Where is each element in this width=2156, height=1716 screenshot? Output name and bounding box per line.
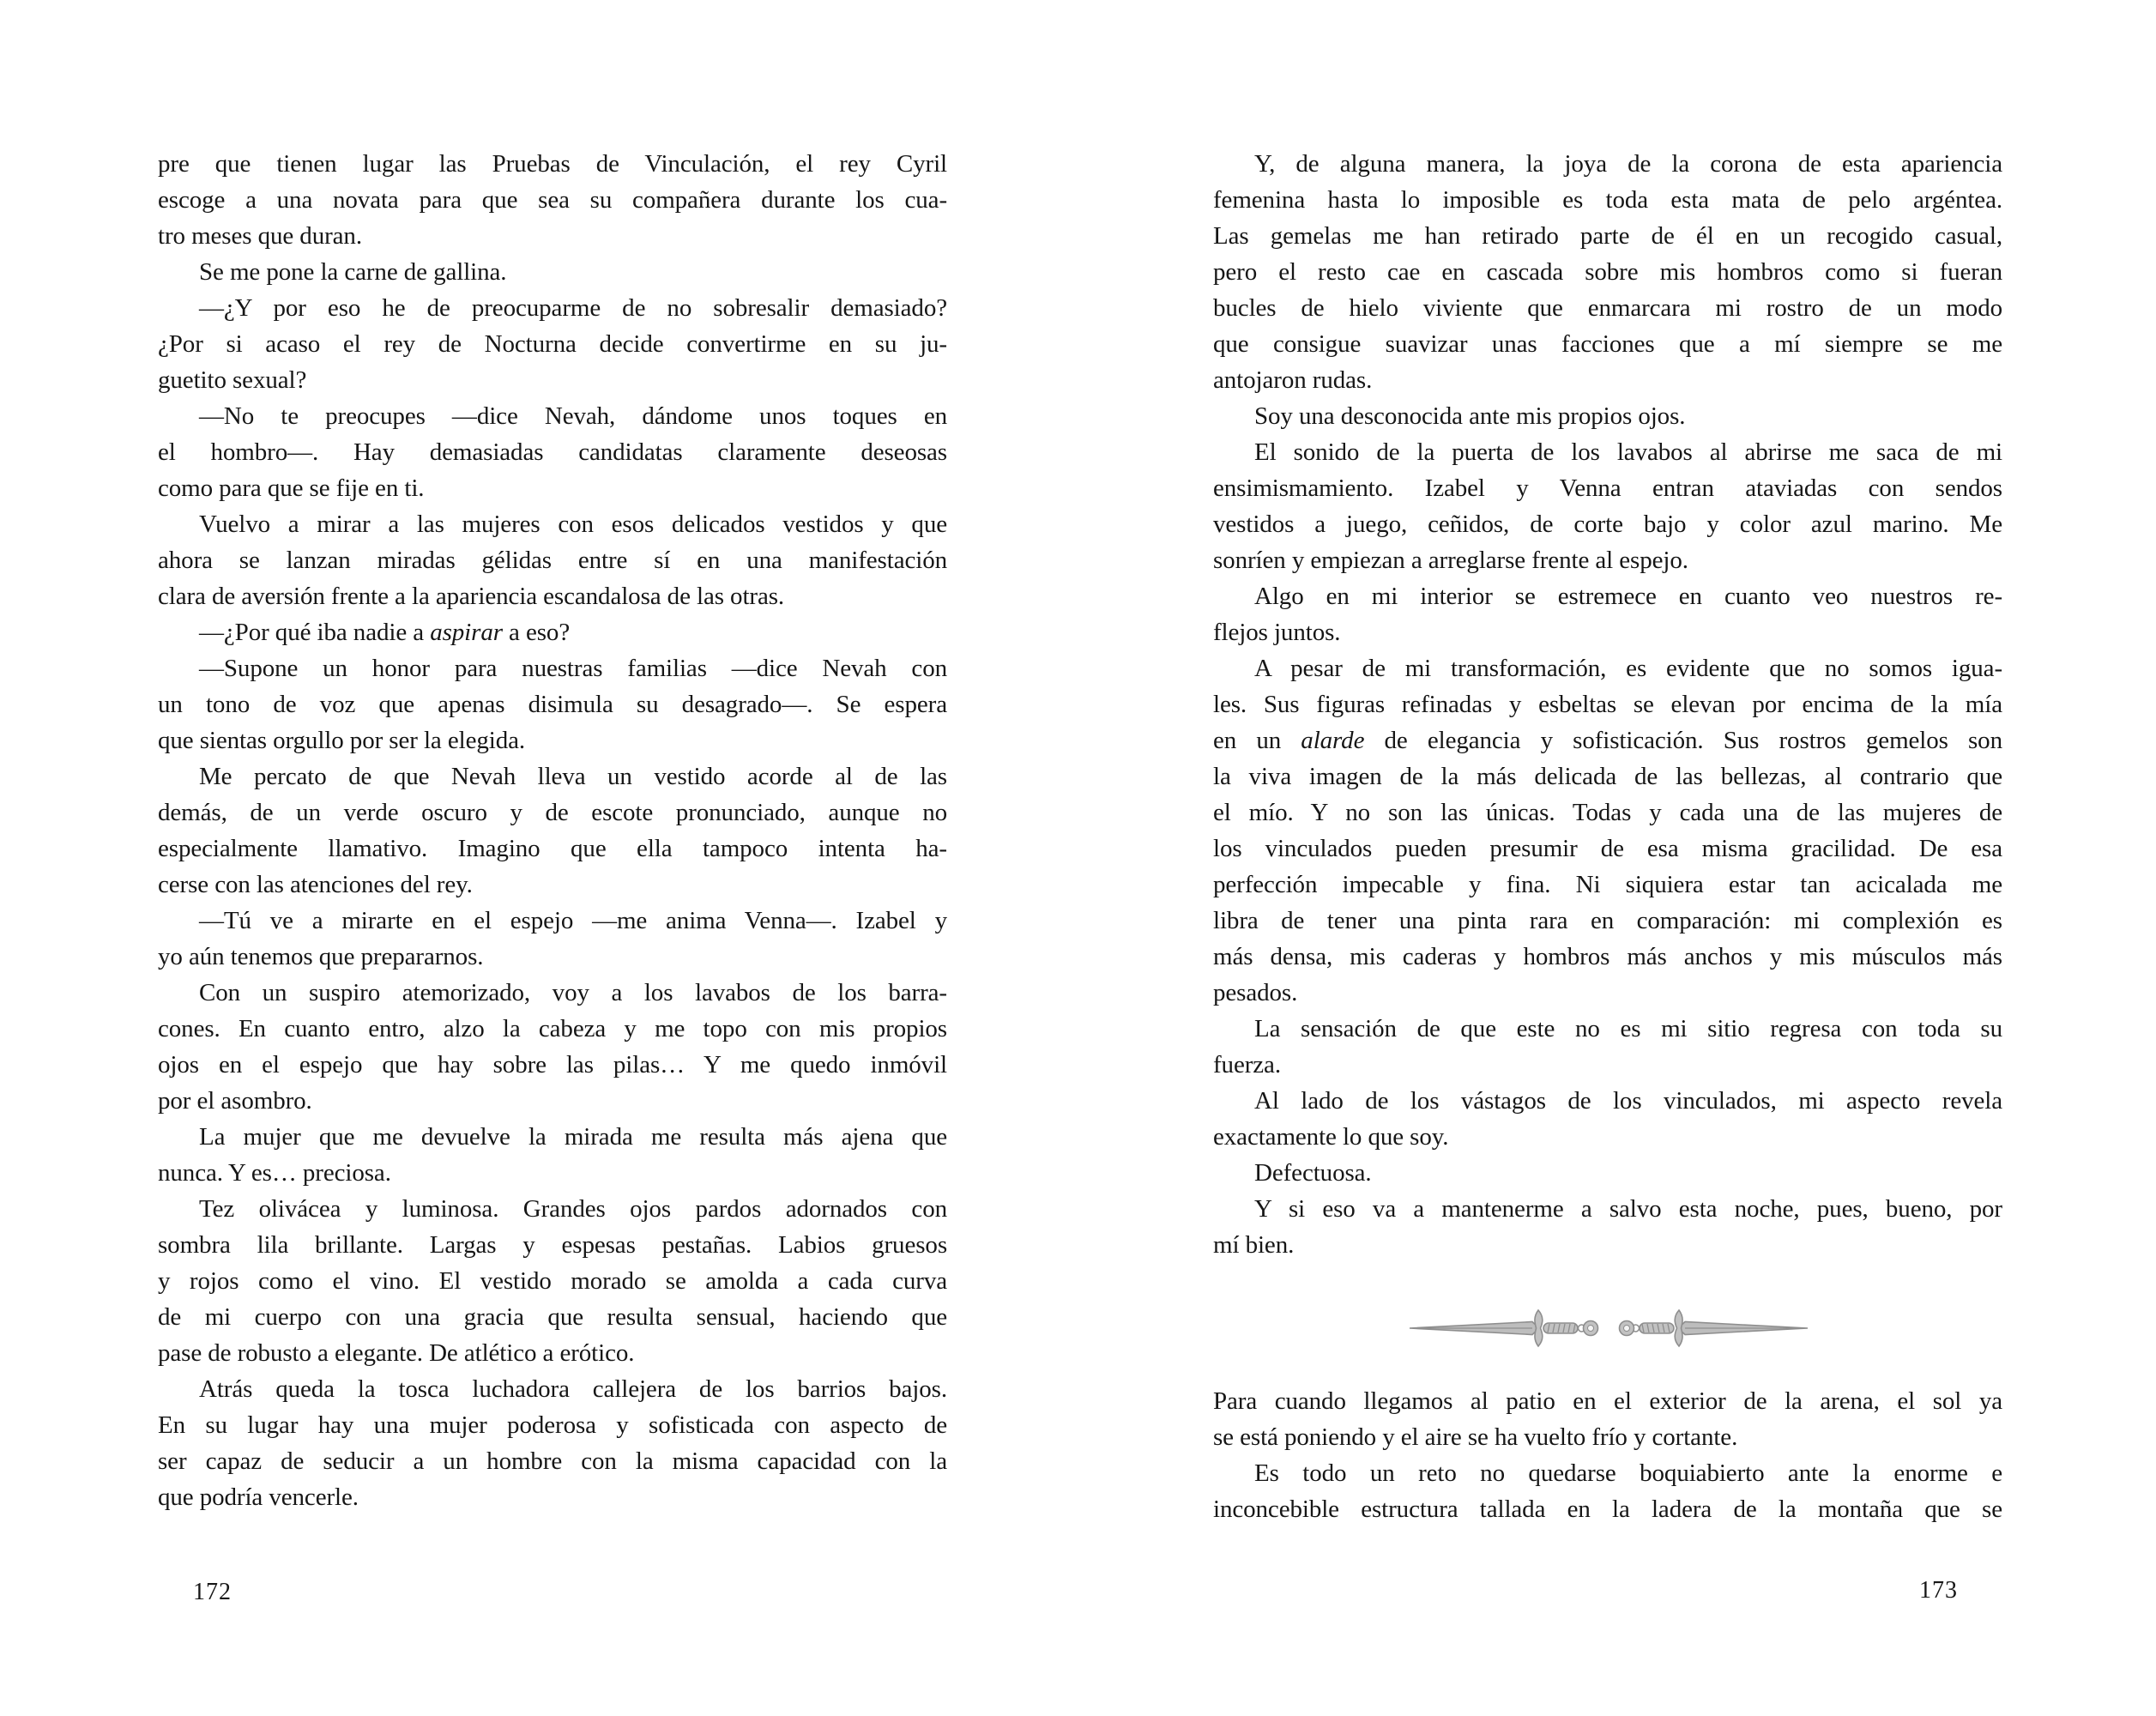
- text-line: bucles de hielo viviente que enmarcara mi rostro de un modo: [1213, 294, 2002, 322]
- text-line: antojaron rudas.: [1213, 366, 1373, 394]
- text-line: la viva imagen de la más delicada de las bellezas, al contrario que: [1213, 763, 2002, 790]
- text-line: el hombro—. Hay demasiadas candidatas claramente deseosas: [158, 438, 947, 466]
- text-line: ensimismamiento. Izabel y Venna entran ataviadas con sendos: [1213, 474, 2002, 502]
- text-line: vestidos a juego, ceñidos, de corte bajo y color azul marino. Me: [1213, 511, 2002, 538]
- text-line: tro meses que duran.: [158, 222, 362, 250]
- text-line: se está poniendo y el aire se ha vuelto frío y cortante.: [1213, 1423, 1738, 1451]
- text-line: demás, de un verde oscuro y de escote pronunciado, aunque no: [158, 799, 947, 826]
- text-line: flejos juntos.: [1213, 619, 1341, 646]
- text-line: en un alarde de elegancia y sofisticación. Sus rostros gemelos son: [1213, 727, 2002, 754]
- text-line: los vinculados pueden presumir de esa misma gracilidad. De esa: [1213, 835, 2002, 862]
- text-line: un tono de voz que apenas disimula su desagrado—. Se espera: [158, 691, 947, 718]
- text-line: especialmente llamativo. Imagino que ella tampoco intenta ha-: [158, 835, 947, 862]
- text-line: perfección impecable y fina. Ni siquiera estar tan acicalada me: [1213, 871, 2002, 898]
- text-line: sonríen y empiezan a arreglarse frente al espejo.: [1213, 547, 1688, 574]
- text-line: La mujer que me devuelve la mirada me resulta más ajena que: [199, 1123, 947, 1151]
- text-line: Algo en mi interior se estremece en cuanto veo nuestros re-: [1254, 583, 2002, 610]
- text-line: sombra lila brillante. Largas y espesas pestañas. Labios gruesos: [158, 1231, 947, 1259]
- text-line: exactamente lo que soy.: [1213, 1123, 1449, 1151]
- right-page-text-column-upper: [1213, 146, 2002, 1263]
- page-number-left: 172: [193, 1579, 232, 1605]
- text-line: El sonido de la puerta de los lavabos al abrirse me saca de mi: [1254, 438, 2002, 466]
- text-line: Es todo un reto no quedarse boquiabierto ante la enorme e: [1254, 1459, 2002, 1487]
- text-line: pesados.: [1213, 979, 1298, 1006]
- text-line: pre que tienen lugar las Pruebas de Vinculación, el rey Cyril: [158, 150, 947, 178]
- text-line: A pesar de mi transformación, es evidente que no somos igua-: [1254, 655, 2002, 682]
- text-line: cerse con las atenciones del rey.: [158, 871, 473, 898]
- text-line: escoge a una novata para que sea su compañera durante los cua-: [158, 186, 947, 214]
- daggers-ornament-icon: [1407, 1306, 1810, 1350]
- text-line: Para cuando llegamos al patio en el exterior de la arena, el sol ya: [1213, 1387, 2002, 1415]
- text-line: Me percato de que Nevah lleva un vestido acorde al de las: [199, 763, 947, 790]
- text-line: pase de robusto a elegante. De atlético a erótico.: [158, 1339, 635, 1367]
- text-line: Soy una desconocida ante mis propios ojos.: [1254, 402, 1686, 430]
- text-line: Vuelvo a mirar a las mujeres con esos delicados vestidos y que: [199, 511, 947, 538]
- text-line: yo aún tenemos que prepararnos.: [158, 943, 484, 970]
- text-line: ser capaz de seducir a un hombre con la misma capacidad con la: [158, 1447, 947, 1475]
- text-line: pero el resto cae en cascada sobre mis hombros como si fueran: [1213, 258, 2002, 286]
- text-line: La sensación de que este no es mi sitio regresa con toda su: [1254, 1015, 2002, 1042]
- text-line: como para que se fije en ti.: [158, 474, 425, 502]
- text-line: Y, de alguna manera, la joya de la corona de esta apariencia: [1254, 150, 2002, 178]
- text-line: Tez olivácea y luminosa. Grandes ojos pardos adornados con: [199, 1195, 947, 1223]
- text-line: cones. En cuanto entro, alzo la cabeza y me topo con mis propios: [158, 1015, 947, 1042]
- text-line: Se me pone la carne de gallina.: [199, 258, 507, 286]
- text-line: nunca. Y es… preciosa.: [158, 1159, 391, 1187]
- text-line: clara de aversión frente a la apariencia escandalosa de las otras.: [158, 583, 785, 610]
- text-line: que consigue suavizar unas facciones que a mí siempre se me: [1213, 330, 2002, 358]
- text-line: Las gemelas me han retirado parte de él en un recogido casual,: [1213, 222, 2002, 250]
- text-line: más densa, mis caderas y hombros más anchos y mis músculos más: [1213, 943, 2002, 970]
- text-line: Atrás queda la tosca luchadora callejera de los barrios bajos.: [199, 1375, 947, 1403]
- text-line: femenina hasta lo imposible es toda esta mata de pelo argéntea.: [1213, 186, 2002, 214]
- text-line: ojos en el espejo que hay sobre las pilas… Y me quedo inmóvil: [158, 1051, 947, 1079]
- text-line: —No te preocupes —dice Nevah, dándome unos toques en: [199, 402, 947, 430]
- left-page-text-column: [158, 146, 947, 1515]
- text-line: por el asombro.: [158, 1087, 312, 1115]
- right-page-text-column-lower: [1213, 1383, 2002, 1527]
- text-line: ahora se lanzan miradas gélidas entre sí en una manifestación: [158, 547, 947, 574]
- text-line: guetito sexual?: [158, 366, 307, 394]
- text-line: les. Sus figuras refinadas y esbeltas se elevan por encima de la mía: [1213, 691, 2002, 718]
- text-line: ¿Por si acaso el rey de Nocturna decide convertirme en su ju-: [158, 330, 947, 358]
- text-line: y rojos como el vino. El vestido morado se amolda a cada curva: [158, 1267, 947, 1295]
- text-line: —Tú ve a mirarte en el espejo —me anima Venna—. Izabel y: [199, 907, 947, 934]
- text-line: inconcebible estructura tallada en la ladera de la montaña que se: [1213, 1495, 2002, 1523]
- text-line: —¿Y por eso he de preocuparme de no sobresalir demasiado?: [199, 294, 947, 322]
- text-line: Con un suspiro atemorizado, voy a los lavabos de los barra-: [199, 979, 947, 1006]
- text-line: Y si eso va a mantenerme a salvo esta noche, pues, bueno, por: [1254, 1195, 2002, 1223]
- text-line: libra de tener una pinta rara en comparación: mi complexión es: [1213, 907, 2002, 934]
- page-number-right: 173: [1919, 1577, 1958, 1604]
- text-line: —¿Por qué iba nadie a aspirar a eso?: [199, 619, 571, 646]
- text-line: mí bien.: [1213, 1231, 1295, 1259]
- text-line: Defectuosa.: [1254, 1159, 1372, 1187]
- text-line: Al lado de los vástagos de los vinculados, mi aspecto revela: [1254, 1087, 2002, 1115]
- text-line: el mío. Y no son las únicas. Todas y cada una de las mujeres de: [1213, 799, 2002, 826]
- text-line: que sientas orgullo por ser la elegida.: [158, 727, 526, 754]
- text-line: En su lugar hay una mujer poderosa y sofisticada con aspecto de: [158, 1411, 947, 1439]
- text-line: —Supone un honor para nuestras familias —dice Nevah con: [199, 655, 947, 682]
- text-line: de mi cuerpo con una gracia que resulta sensual, haciendo que: [158, 1303, 947, 1331]
- text-line: fuerza.: [1213, 1051, 1281, 1079]
- text-line: que podría vencerle.: [158, 1483, 359, 1511]
